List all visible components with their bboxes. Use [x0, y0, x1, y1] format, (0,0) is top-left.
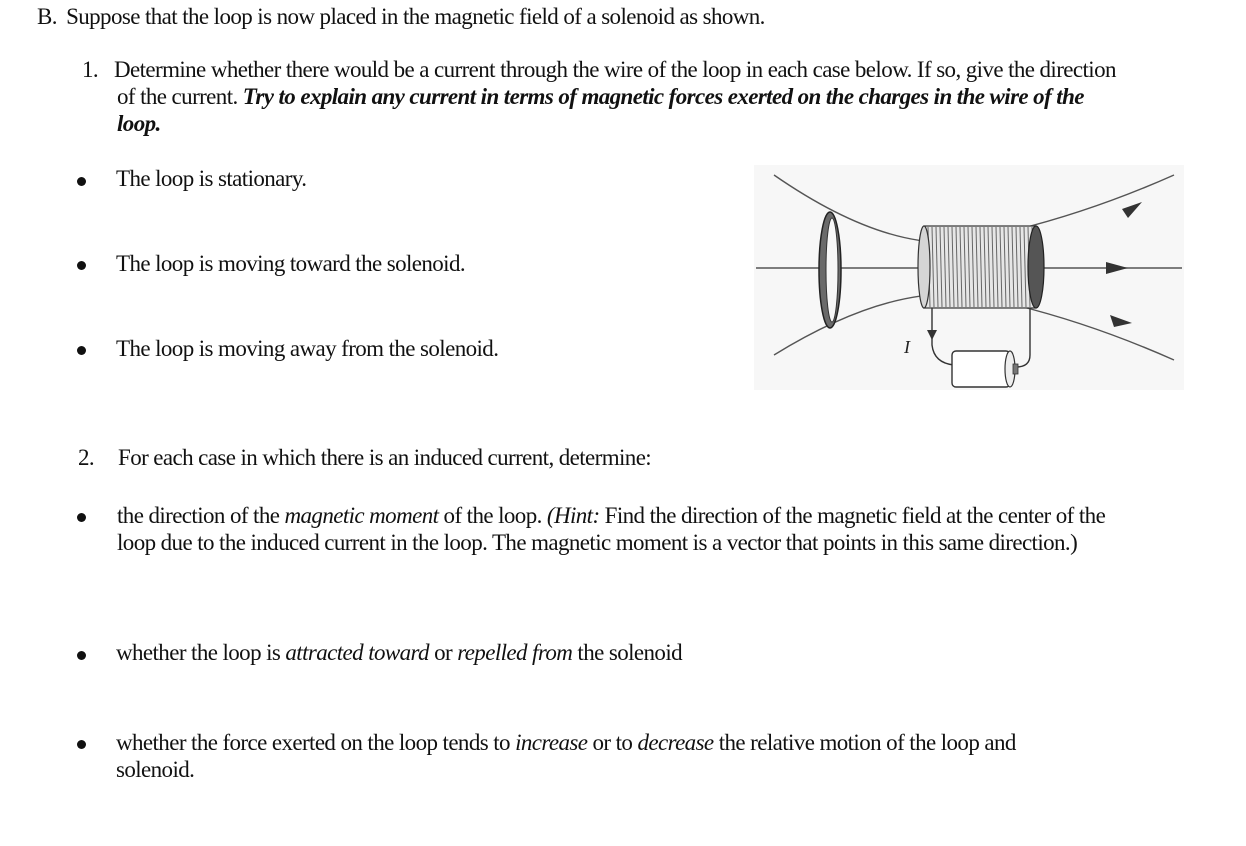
italic-text: attracted toward — [285, 640, 429, 665]
italic-text: magnetic moment — [284, 503, 439, 528]
solenoid-loop-figure — [754, 165, 1184, 390]
battery-body — [952, 351, 1010, 387]
battery-terminal — [1013, 364, 1018, 374]
text-run: the relative motion of the loop and solenoid. — [116, 730, 1016, 782]
section-letter: B. — [37, 4, 57, 29]
text-run: whether the loop is — [116, 640, 286, 665]
bullet-dot — [77, 651, 86, 660]
case-stationary: The loop is stationary. — [116, 166, 307, 191]
italic-text: decrease — [637, 730, 714, 755]
bullet-dot — [77, 346, 86, 355]
q2-bullet-force-motion — [116, 729, 1096, 783]
q1-main-text: Determine whether there would be a current through the wire of the loop in each case below. If so, give the direction of the current. — [114, 57, 1116, 109]
bullet-dot — [77, 513, 86, 522]
text-run: or to — [587, 730, 638, 755]
italic-text: (Hint: — [546, 503, 600, 528]
bullet-dot — [77, 261, 86, 270]
wire-loop — [819, 212, 841, 328]
text-run: the solenoid — [572, 640, 683, 665]
q2-bullet-attract-repel — [116, 640, 682, 666]
q2-number: 2. — [78, 445, 95, 470]
section-heading-text: Suppose that the loop is now placed in the magnetic field of a solenoid as shown. — [66, 4, 765, 29]
bullet-dot — [77, 740, 86, 749]
text-run: whether the force exerted on the loop tends to — [116, 730, 516, 755]
section-heading — [37, 4, 765, 30]
q2-bullet-magnetic-moment — [117, 502, 1107, 556]
q1-bold-italic-text: Try to explain any current in terms of magnetic forces exerted on the charges in the wire of the loop. — [117, 84, 1084, 136]
solenoid — [918, 226, 1044, 308]
q2-intro: For each case in which there is an induced current, determine: — [118, 445, 652, 470]
battery — [952, 351, 1018, 387]
loop-ring-inner — [826, 218, 838, 322]
q1-number: 1. — [82, 57, 99, 82]
case-moving-away: The loop is moving away from the solenoid. — [116, 336, 499, 361]
italic-text: repelled from — [457, 640, 573, 665]
italic-text: increase — [515, 730, 588, 755]
q1-text — [114, 56, 1117, 137]
current-label: I — [904, 337, 910, 357]
solenoid-left-end — [918, 226, 930, 308]
text-run: Find the direction of the magnetic field at the center of the loop due to the induced current in the loop. The magnetic moment is a vector that points in this same direction.) — [117, 503, 1106, 555]
text-run: the direction of the — [117, 503, 285, 528]
case-moving-toward: The loop is moving toward the solenoid. — [116, 251, 466, 276]
text-run: of the loop. — [438, 503, 547, 528]
bullet-dot — [77, 177, 86, 186]
solenoid-right-end — [1028, 226, 1044, 308]
text-run: or — [428, 640, 458, 665]
